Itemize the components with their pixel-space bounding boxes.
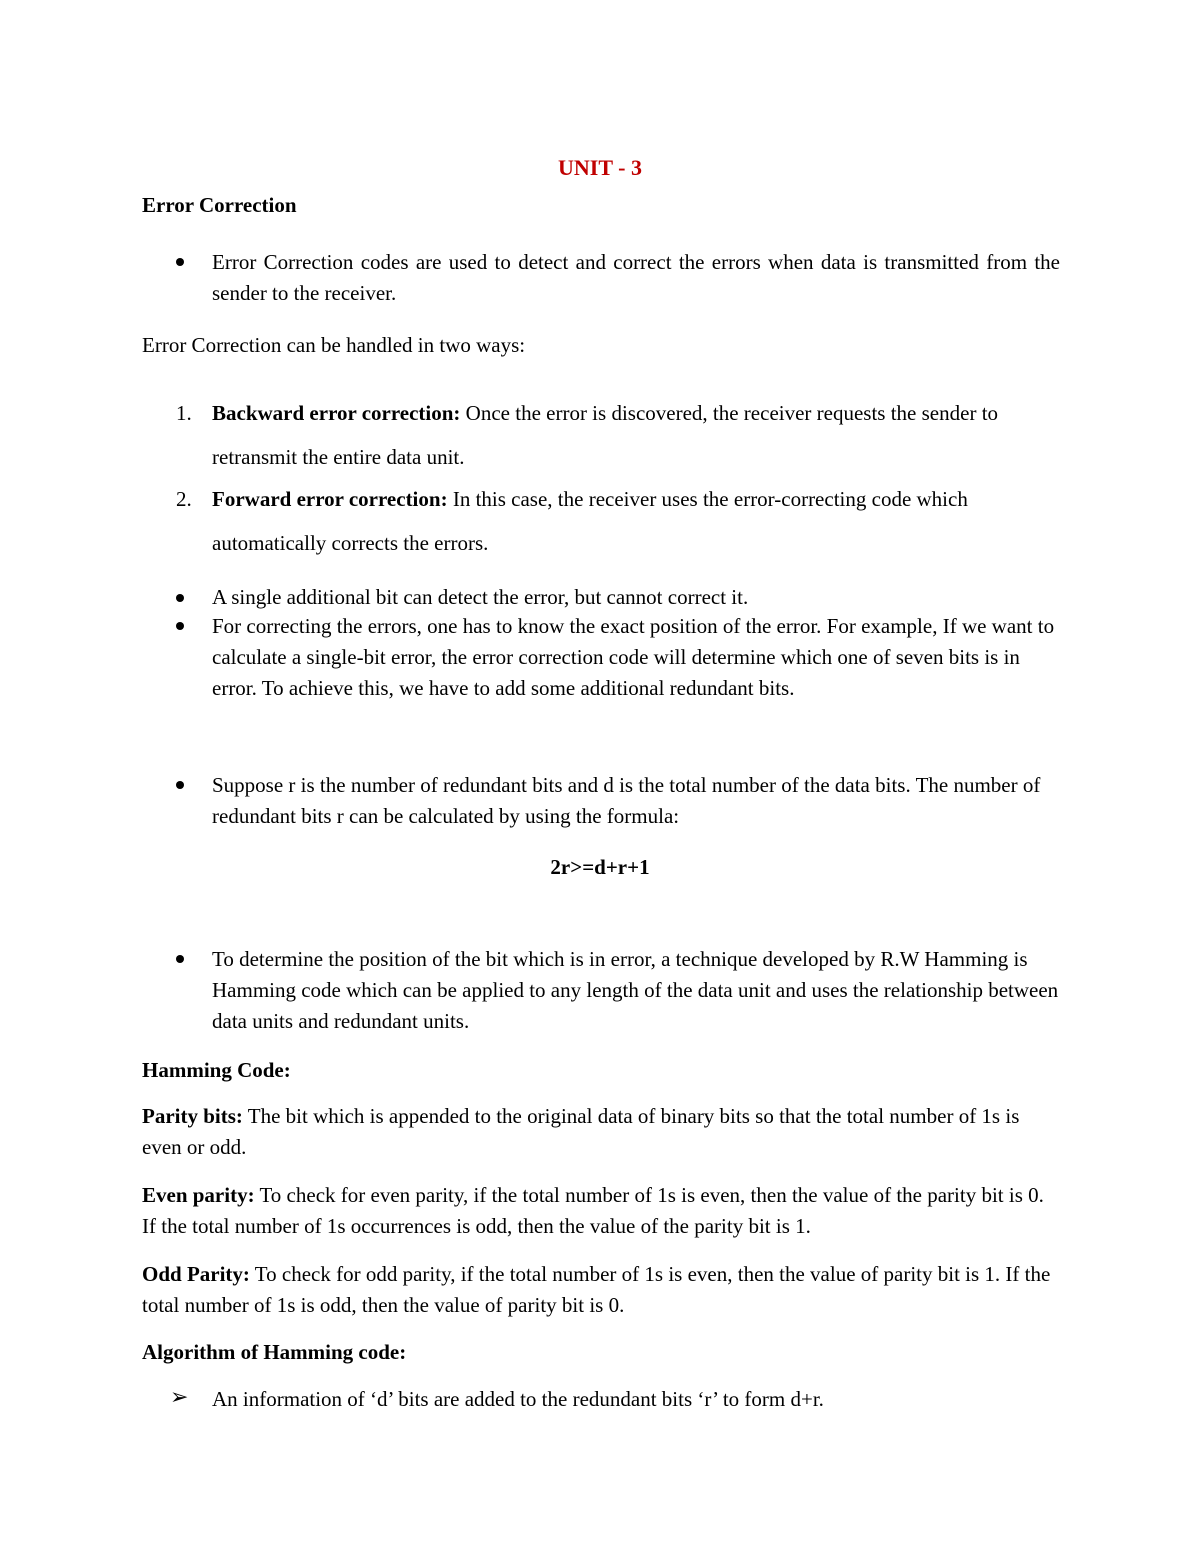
- definition-text: To check for even parity, if the total number of 1s is even, then the value of the parity bit is 0. If the total number of 1s occurrences is odd, then the value of the parity bit is 1.: [142, 1183, 1044, 1238]
- bullet-marker: [176, 781, 184, 789]
- arrow-bullet-icon: ➢: [170, 1384, 189, 1409]
- list-number: 2.: [176, 487, 192, 511]
- bullet-marker: [176, 955, 184, 963]
- definition-term: Parity bits:: [142, 1104, 243, 1128]
- bullet-marker: [176, 594, 184, 602]
- bullet-single-bit: A single additional bit can detect the error, but cannot correct it.: [212, 585, 749, 609]
- formula: 2r>=d+r+1: [550, 855, 650, 879]
- definition-text: The bit which is appended to the original data of binary bits so that the total number of 1s is even or odd.: [142, 1104, 1020, 1159]
- bullet-marker: [176, 622, 184, 630]
- algorithm-step: An information of ‘d’ bits are added to the redundant bits ‘r’ to form d+r.: [212, 1387, 824, 1411]
- list-item-forward: [212, 477, 1062, 565]
- list-item-term: Backward error correction:: [212, 401, 461, 425]
- bullet-exact-position: For correcting the errors, one has to know the exact position of the error. For example, If we want to calculate a single-bit error, the error correction code will determine which one of seven bits is in error. To achieve this, we have to add some additional redundant bits.: [212, 614, 1055, 700]
- algorithm-heading: Algorithm of Hamming code:: [142, 1340, 407, 1364]
- list-item-backward: [212, 391, 1062, 479]
- list-item-term: Forward error correction:: [212, 487, 448, 511]
- bullet-marker: [176, 258, 184, 266]
- bullet-intro: Error Correction codes are used to detect and correct the errors when data is transmitted from the sender to the receiver.: [212, 250, 1060, 305]
- definition-even-parity: [142, 1180, 1062, 1242]
- bullet-redundant-bits: Suppose r is the number of redundant bits and d is the total number of the data bits. The number of redundant bits r can be calculated by using the formula:: [212, 773, 1041, 828]
- definition-parity-bits: [142, 1101, 1062, 1163]
- definition-odd-parity: [142, 1259, 1062, 1321]
- list-number: 1.: [176, 401, 192, 425]
- list-item-text: Once the error is discovered, the receiver requests the sender to retransmit the entire data unit.: [212, 401, 999, 469]
- ways-intro: Error Correction can be handled in two ways:: [142, 333, 526, 357]
- page-title: UNIT - 3: [558, 155, 642, 180]
- bullet-hamming-technique: To determine the position of the bit which is in error, a technique developed by R.W Hamming is Hamming code which can be applied to any length of the data unit and uses the relationship between data units and redundant units.: [212, 947, 1059, 1033]
- list-item-text: In this case, the receiver uses the error-correcting code which automatically corrects the errors.: [212, 487, 968, 555]
- definition-text: To check for odd parity, if the total number of 1s is even, then the value of parity bit is 1. If the total number of 1s is odd, then the value of parity bit is 0.: [142, 1262, 1051, 1317]
- definition-term: Even parity:: [142, 1183, 255, 1207]
- section-heading: Error Correction: [142, 193, 297, 217]
- definition-term: Odd Parity:: [142, 1262, 250, 1286]
- hamming-heading: Hamming Code:: [142, 1058, 291, 1082]
